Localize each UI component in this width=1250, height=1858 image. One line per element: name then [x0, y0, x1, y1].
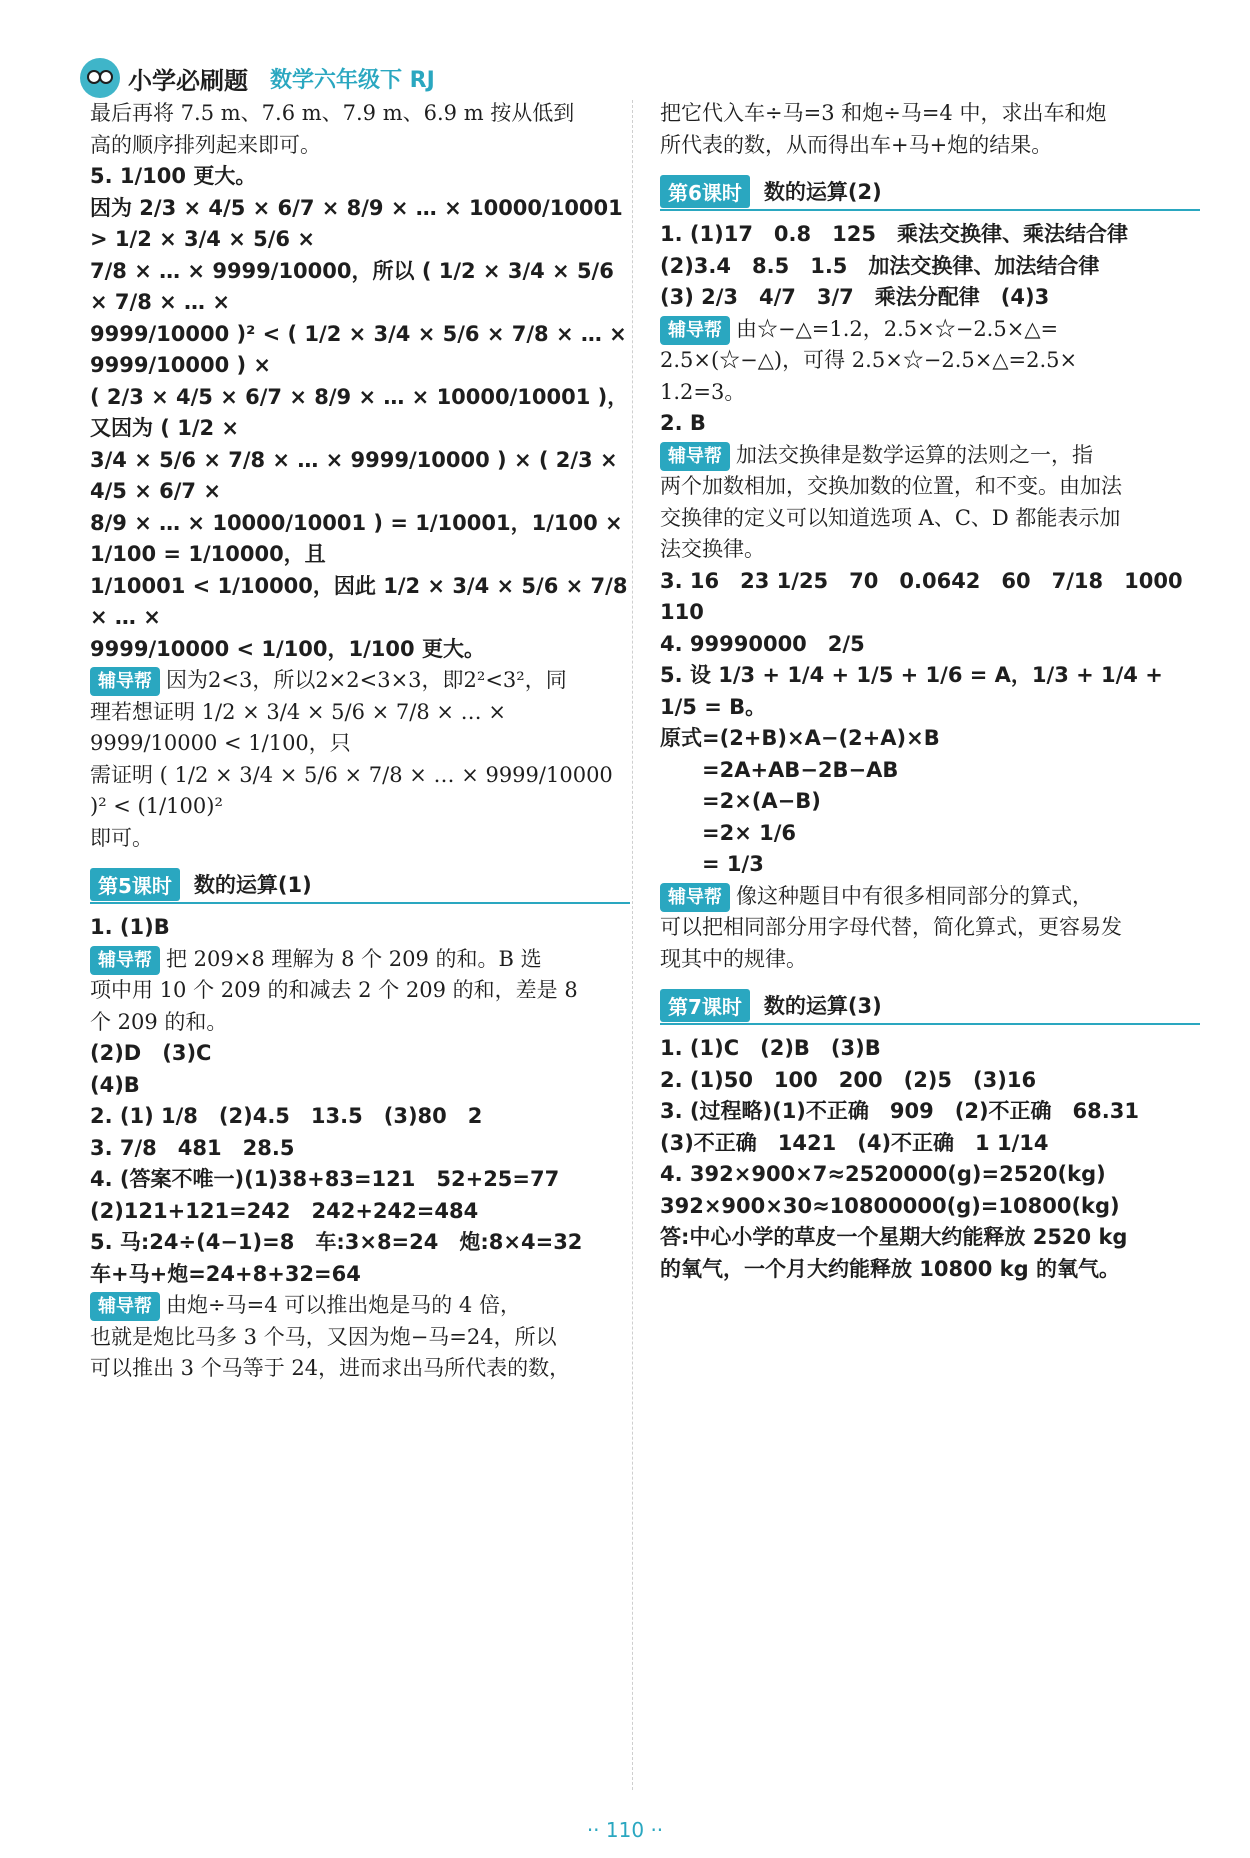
answer-line	[660, 1254, 1200, 1286]
answer-text: 3/4 × 5/6 × 7/8 × … × 9999/10000 ) × ( 2/3 × 4/5 × 6/7 ×	[90, 447, 618, 503]
answer-line	[90, 130, 630, 162]
answer-line	[660, 282, 1200, 314]
answer-text: 9999/10000 )² < ( 1/2 × 3/4 × 5/6 × 7/8 × … × 9999/10000 ) ×	[90, 321, 627, 377]
answer-line	[660, 944, 1200, 976]
answer-text: 把 209×8 理解为 8 个 209 的和。B 选	[166, 946, 542, 971]
answer-text: 原式=(2+B)×A−(2+A)×B	[660, 726, 940, 750]
answer-line	[90, 1101, 630, 1133]
answer-line	[660, 377, 1200, 409]
page-number-value: 110	[605, 1818, 645, 1842]
answer-text: 答:中心小学的草皮一个星期大约能释放 2520 kg	[660, 1225, 1128, 1249]
section-header-lesson-5	[90, 866, 630, 904]
answer-line	[660, 1222, 1200, 1254]
answer-line	[90, 382, 630, 445]
answer-line	[90, 319, 630, 382]
answer-line	[660, 1096, 1200, 1128]
answer-text: 2. (1) 1/8 (2)4.5 13.5 (3)80 2	[90, 1104, 483, 1128]
answer-text: 个 209 的和。	[90, 1009, 228, 1034]
answer-text: 高的顺序排列起来即可。	[90, 132, 321, 157]
answer-text: (3)不正确 1421 (4)不正确 1 1/14	[660, 1130, 1049, 1155]
tutor-help-badge: 辅导帮	[660, 442, 730, 471]
answer-text: 交换律的定义可以知道选项 A、C、D 都能表示加	[660, 505, 1121, 530]
answer-line	[660, 1159, 1200, 1191]
answer-text: (3) 2/3 4/7 3/7 乘法分配律 (4)3	[660, 285, 1050, 309]
answer-text: 理若想证明 1/2 × 3/4 × 5/6 × 7/8 × … × 9999/10000 < 1/100，只	[90, 699, 506, 755]
section-tag: 第5课时	[90, 868, 180, 901]
answer-line	[90, 508, 630, 571]
answer-line	[660, 1128, 1200, 1160]
answer-text: (4)B	[90, 1072, 140, 1097]
answer-line	[90, 445, 630, 508]
answer-text: 4. (答案不唯一)(1)38+83=121 52+25=77	[90, 1167, 560, 1191]
answer-text: 车+马+炮=24+8+32=64	[90, 1261, 361, 1286]
answer-text: 9999/10000 < 1/100，1/100 更大。	[90, 636, 485, 661]
answer-line	[90, 944, 630, 976]
answer-line	[660, 849, 1200, 881]
answer-line	[90, 697, 630, 760]
answer-text: 8/9 × … × 10000/10001 ) = 1/10001，1/100 × 1/100 = 1/10000，且	[90, 510, 623, 566]
section-header-lesson-7	[660, 987, 1200, 1025]
answer-text: 5. 马:24÷(4−1)=8 车:3×8=24 炮:8×4=32	[90, 1230, 583, 1254]
right-answers-part-3	[660, 1033, 1200, 1285]
answer-text: 5. 1/100 更大。	[90, 164, 257, 188]
answer-line	[660, 755, 1200, 787]
answer-line	[660, 1033, 1200, 1065]
answer-line	[90, 665, 630, 697]
owl-logo-icon	[80, 58, 120, 98]
answer-line	[90, 1038, 630, 1070]
answer-line	[90, 1164, 630, 1196]
answer-text: 最后再将 7.5 m、7.6 m、7.9 m、6.9 m 按从低到	[90, 101, 575, 125]
answer-line	[90, 98, 630, 130]
column-divider	[632, 100, 634, 1790]
answer-line	[660, 660, 1200, 723]
answer-line	[90, 571, 630, 634]
answer-text: 2.5×(☆−△)，可得 2.5×☆−2.5×△=2.5×	[660, 348, 1078, 372]
answer-text: 的氧气，一个月大约能释放 10800 kg 的氧气。	[660, 1256, 1120, 1281]
answer-text: 7/8 × … × 9999/10000，所以 ( 1/2 × 3/4 × 5/6 × 7/8 × … ×	[90, 258, 614, 314]
left-answers-part-1	[90, 98, 630, 854]
answer-line	[660, 219, 1200, 251]
answer-text: 项中用 10 个 209 的和减去 2 个 209 的和，差是 8	[90, 978, 578, 1002]
answer-line	[660, 471, 1200, 503]
section-header-lesson-6	[660, 173, 1200, 211]
answer-text: 即可。	[90, 825, 153, 850]
answer-text: (2)D (3)C	[90, 1041, 212, 1065]
section-tag: 第7课时	[660, 989, 750, 1022]
answer-line	[660, 723, 1200, 755]
left-column	[90, 98, 630, 1385]
answer-text: (2)3.4 8.5 1.5 加法交换律、加法结合律	[660, 253, 1100, 278]
answer-line	[90, 1353, 630, 1385]
answer-text: 1. (1)B	[90, 915, 170, 939]
answer-line	[660, 251, 1200, 283]
answer-text: 法交换律。	[660, 537, 765, 561]
answer-line	[660, 440, 1200, 472]
answer-text: 两个加数相加，交换加数的位置，和不变。由加法	[660, 474, 1122, 498]
answer-text: 4. 99990000 2/5	[660, 631, 865, 656]
left-answers-part-2	[90, 912, 630, 1385]
answer-line	[90, 1227, 630, 1259]
answer-text: 5. 设 1/3 + 1/4 + 1/5 + 1/6 = A，1/3 + 1/4 + 1/5 = B。	[660, 663, 1163, 719]
answer-text: = 1/3	[660, 852, 764, 876]
answer-line	[660, 408, 1200, 440]
answer-text: 加法交换律是数学运算的法则之一，指	[736, 442, 1093, 467]
answer-text: 因为2<3，所以2×2<3×3，即2²<3²，同	[166, 668, 567, 692]
answer-line	[90, 1007, 630, 1039]
answer-line	[90, 256, 630, 319]
tutor-help-badge: 辅导帮	[660, 883, 730, 912]
answer-text: 3. 16 23 1/25 70 0.0642 60 7/18 1000 110	[660, 568, 1204, 624]
answer-text: 因为 2/3 × 4/5 × 6/7 × 8/9 × … × 10000/10001 > 1/2 × 3/4 × 5/6 ×	[90, 195, 623, 251]
answer-line	[660, 314, 1200, 346]
section-title: 数的运算(3)	[763, 994, 882, 1018]
answer-text: 由☆−△=1.2，2.5×☆−2.5×△=	[736, 316, 1059, 341]
answer-text: 由炮÷马=4 可以推出炮是马的 4 倍，	[166, 1293, 521, 1317]
answer-line	[90, 1196, 630, 1228]
answer-line	[660, 1065, 1200, 1097]
answer-text: 可以推出 3 个马等于 24，进而求出马所代表的数，	[90, 1356, 571, 1380]
answer-line	[660, 786, 1200, 818]
answer-line	[660, 566, 1204, 629]
answer-text: 像这种题目中有很多相同部分的算式，	[736, 883, 1093, 908]
answer-text: 所代表的数，从而得出车+马+炮的结果。	[660, 132, 1053, 157]
page-number: ·· 110 ··	[586, 1818, 664, 1842]
answer-text: =2A+AB−2B−AB	[660, 757, 899, 782]
section-tag: 第6课时	[660, 175, 750, 208]
answer-line	[90, 1070, 630, 1102]
right-column	[660, 98, 1204, 1285]
tutor-help-badge: 辅导帮	[660, 316, 730, 345]
answer-text: 3. 7/8 481 28.5	[90, 1135, 295, 1160]
answer-text: 1/10001 < 1/10000，因此 1/2 × 3/4 × 5/6 × 7/8 × … ×	[90, 573, 628, 629]
answer-text: 把它代入车÷马=3 和炮÷马=4 中，求出车和炮	[660, 101, 1107, 125]
answer-line	[90, 1290, 630, 1322]
answer-line	[90, 193, 630, 256]
answer-text: 4. 392×900×7≈2520000(g)=2520(kg)	[660, 1162, 1106, 1186]
answer-line	[90, 1133, 630, 1165]
answer-line	[660, 912, 1200, 944]
subject-title: 数学六年级下 RJ	[270, 67, 435, 93]
answer-text: ( 2/3 × 4/5 × 6/7 × 8/9 × … × 10000/10001 )，又因为 ( 1/2 ×	[90, 384, 629, 440]
answer-line	[660, 345, 1200, 377]
answer-line	[660, 130, 1200, 162]
answer-line	[90, 975, 630, 1007]
answer-line	[90, 823, 630, 855]
page-header	[80, 58, 435, 98]
answer-line	[90, 634, 630, 666]
tutor-help-badge: 辅导帮	[90, 667, 160, 696]
right-answers-part-1	[660, 98, 1200, 161]
answer-line	[90, 912, 630, 944]
answer-text: 1.2=3。	[660, 379, 746, 404]
answer-text: 可以把相同部分用字母代替，简化算式，更容易发	[660, 915, 1122, 939]
answer-line	[660, 881, 1200, 913]
answer-line	[660, 629, 1200, 661]
answer-text: (2)121+121=242 242+242=484	[90, 1198, 479, 1223]
answer-line	[660, 818, 1200, 850]
answer-text: 现其中的规律。	[660, 946, 807, 971]
answer-line	[90, 1259, 630, 1291]
answer-line	[90, 760, 630, 823]
answer-text: 2. (1)50 100 200 (2)5 (3)16	[660, 1067, 1037, 1092]
answer-text: 需证明 ( 1/2 × 3/4 × 5/6 × 7/8 × … × 9999/10000 )² < (1/100)²	[90, 762, 613, 818]
answer-text: 392×900×30≈10800000(g)=10800(kg)	[660, 1193, 1120, 1218]
section-title: 数的运算(2)	[763, 180, 882, 204]
answer-text: 2. B	[660, 411, 706, 435]
answer-text: =2× 1/6	[660, 820, 797, 845]
answer-text: 3. (过程略)(1)不正确 909 (2)不正确 68.31	[660, 1099, 1139, 1123]
answer-line	[90, 161, 630, 193]
answer-text: 1. (1)C (2)B (3)B	[660, 1036, 881, 1060]
section-title: 数的运算(1)	[193, 873, 312, 897]
brand-title: 小学必刷题	[128, 66, 248, 95]
answer-line	[660, 98, 1200, 130]
tutor-help-badge: 辅导帮	[90, 946, 160, 975]
answer-line	[90, 1322, 630, 1354]
answer-line	[660, 1191, 1200, 1223]
answer-text: 也就是炮比马多 3 个马，又因为炮−马=24，所以	[90, 1324, 557, 1349]
answer-line	[660, 503, 1200, 535]
answer-text: =2×(A−B)	[660, 789, 821, 813]
answer-text: 1. (1)17 0.8 125 乘法交换律、乘法结合律	[660, 222, 1128, 246]
answer-line	[660, 534, 1200, 566]
right-answers-part-2	[660, 219, 1204, 975]
tutor-help-badge: 辅导帮	[90, 1292, 160, 1321]
